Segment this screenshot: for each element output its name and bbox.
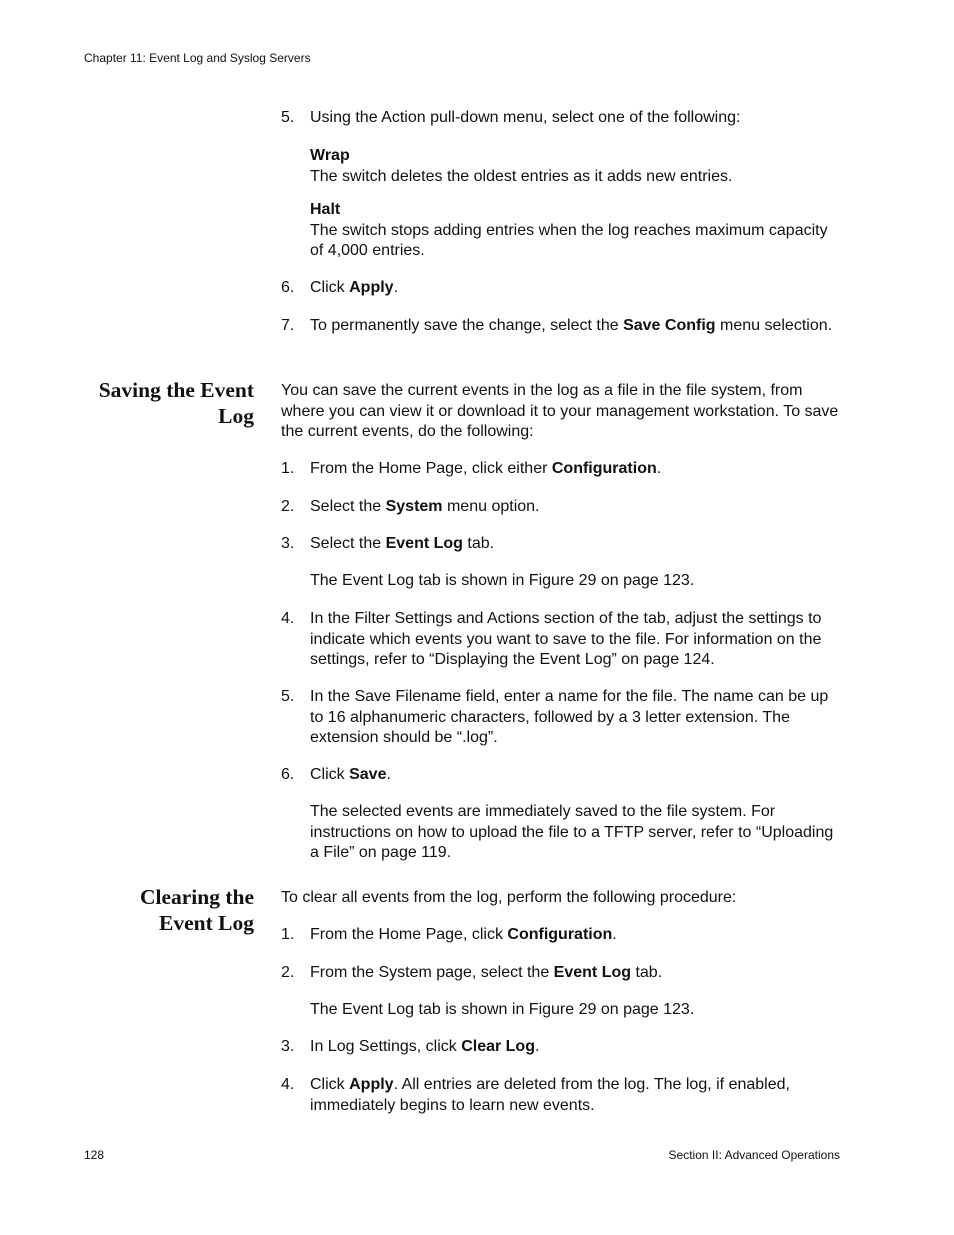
heading-saving-event-log xyxy=(99,377,254,429)
step-text: Using the Action pull-down menu, select one of the following: xyxy=(310,109,741,126)
list-item xyxy=(281,108,841,129)
saving-intro: You can save the current events in the log as a file in the file system, from where you can view it or download it to your management workstation. To save the current events, do the following: xyxy=(281,382,839,440)
list-item xyxy=(281,1075,841,1116)
step-number: 4. xyxy=(281,610,295,627)
step-text: Click Save. xyxy=(310,766,391,783)
step-number: 4. xyxy=(281,1076,295,1093)
step-note: The Event Log tab is shown in Figure 29 on page 123. xyxy=(310,572,695,589)
option-description: The switch stops adding entries when the log reaches maximum capacity of 4,000 entries. xyxy=(310,221,828,259)
step-number: 5. xyxy=(281,688,295,705)
step-text: Click Apply. xyxy=(310,279,399,296)
step-text: In the Save Filename field, enter a name for the file. The name can be up to 16 alphanumeric characters, followed by a 3 letter extension. The extension should be “.log”. xyxy=(310,688,829,746)
step-number: 7. xyxy=(281,317,295,334)
step-number: 3. xyxy=(281,1038,295,1055)
step-number: 6. xyxy=(281,766,295,783)
clearing-intro: To clear all events from the log, perform the following procedure: xyxy=(281,889,737,906)
list-item xyxy=(281,534,841,555)
list-item xyxy=(281,459,841,480)
list-item xyxy=(281,497,841,518)
step-text: Select the System menu option. xyxy=(310,498,540,515)
list-item xyxy=(281,963,841,984)
heading-line: Clearing the xyxy=(139,885,254,909)
step-text: From the System page, select the Event Log tab. xyxy=(310,964,663,981)
option-term: Halt xyxy=(310,201,341,218)
list-item xyxy=(281,316,841,337)
step-text: Select the Event Log tab. xyxy=(310,535,495,552)
list-item xyxy=(281,925,841,946)
page-number: 128 xyxy=(84,1148,105,1162)
list-item xyxy=(281,687,841,749)
list-item xyxy=(281,278,841,299)
step-text: Click Apply. All entries are deleted from the log. The log, if enabled, immediately begins to learn new events. xyxy=(310,1076,790,1114)
list-item xyxy=(281,609,841,671)
step-text: In Log Settings, click Clear Log. xyxy=(310,1038,540,1055)
step-number: 3. xyxy=(281,535,295,552)
step-text: In the Filter Settings and Actions section of the tab, adjust the settings to indicate which events you want to save to the file. For information on the settings, refer to “Displaying the Event Log” on page 124. xyxy=(310,610,822,668)
heading-clearing-event-log xyxy=(140,884,254,936)
step-text: To permanently save the change, select the Save Config menu selection. xyxy=(310,317,833,334)
heading-line: Saving the Event xyxy=(98,378,254,402)
step-number: 6. xyxy=(281,279,295,296)
step-text: From the Home Page, click either Configuration. xyxy=(310,460,662,477)
option-term: Wrap xyxy=(310,147,350,164)
heading-line: Event Log xyxy=(159,911,254,935)
heading-line: Log xyxy=(218,404,254,428)
step-number: 1. xyxy=(281,926,295,943)
list-item xyxy=(281,1037,841,1058)
step-note: The Event Log tab is shown in Figure 29 on page 123. xyxy=(310,1001,695,1018)
step-number: 1. xyxy=(281,460,295,477)
option-wrap xyxy=(281,146,841,187)
option-description: The switch deletes the oldest entries as it adds new entries. xyxy=(310,167,733,185)
step-number: 5. xyxy=(281,109,295,126)
step-number: 2. xyxy=(281,498,295,515)
list-item xyxy=(281,765,841,786)
step-text: From the Home Page, click Configuration. xyxy=(310,926,617,943)
option-halt xyxy=(281,200,841,262)
step-note: The selected events are immediately saved to the file system. For instructions on how to upload the file to a TFTP server, refer to “Uploading a File” on page 119. xyxy=(310,803,834,861)
running-footer: Section II: Advanced Operations xyxy=(668,1148,840,1162)
running-header: Chapter 11: Event Log and Syslog Servers xyxy=(84,51,311,65)
step-number: 2. xyxy=(281,964,295,981)
